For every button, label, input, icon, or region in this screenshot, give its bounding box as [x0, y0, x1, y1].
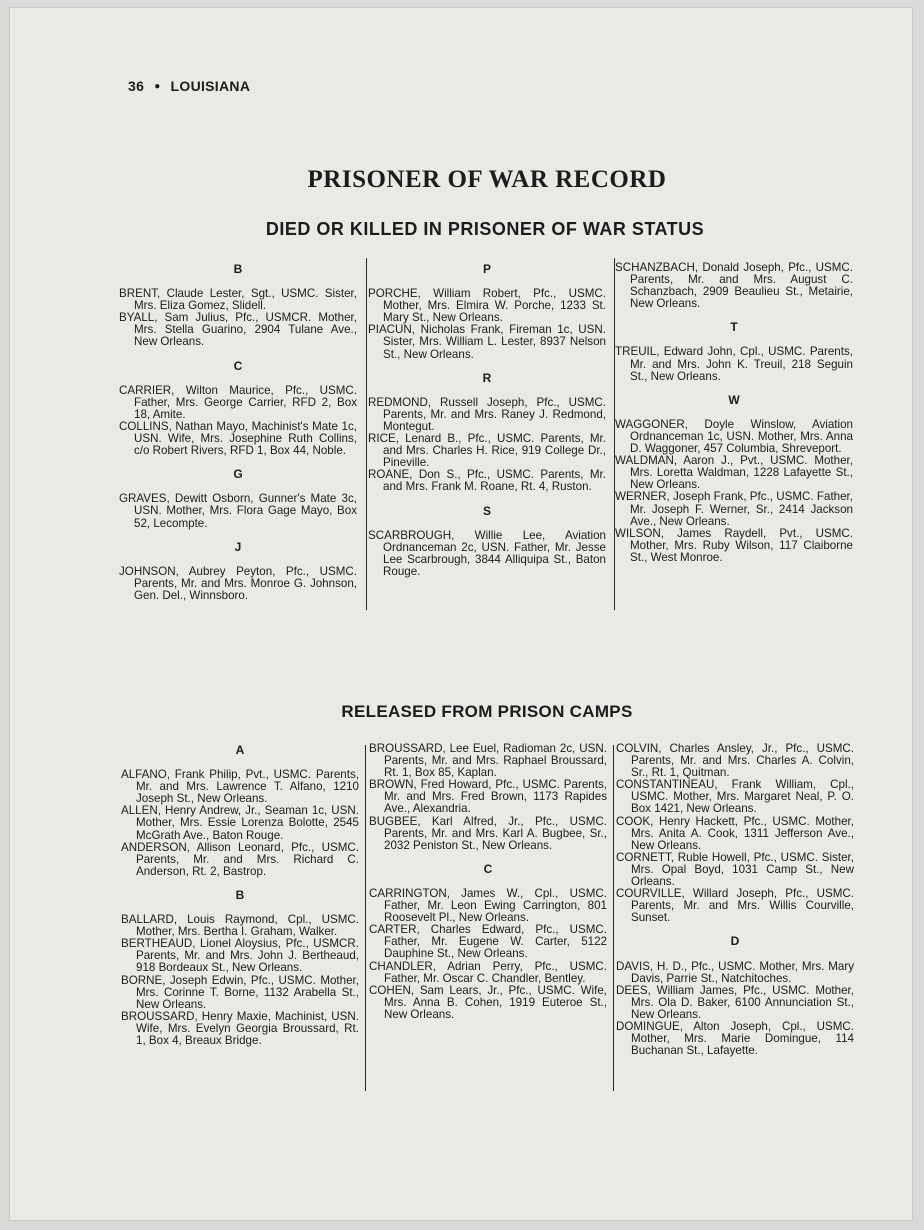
record-entry: CONSTANTINEAU, Frank William, Cpl., USMC. Mother, Mrs. Margaret Neal, P. O. Box 1421, New Orleans. — [616, 778, 854, 816]
record-entry: SCHANZBACH, Donald Joseph, Pfc., USMC. Parents, Mr. and Mrs. August C. Schanzbach, 2909 Beaulieu St., Metairie, New Orleans. — [615, 261, 853, 311]
record-entry: GRAVES, Dewitt Osborn, Gunner's Mate 3c, USN. Mother, Mrs. Flora Gage Mayo, Box 52, Lecompte. — [119, 492, 357, 530]
letter-heading: C — [233, 358, 243, 373]
record-entry: ALFANO, Frank Philip, Pvt., USMC. Parents, Mr. and Mrs. Lawrence T. Alfano, 1210 Joseph St., New Orleans. — [121, 768, 359, 806]
record-entry: ROANE, Don S., Pfc., USMC. Parents, Mr. and Mrs. Frank M. Roane, Rt. 4, Ruston. — [368, 468, 606, 494]
record-entry: SCARBROUGH, Willie Lee, Aviation Ordnanceman 2c, USN. Father, Mr. Jesse Lee Scarbrough, 3844 Alliquipa St., Baton Rouge. — [368, 528, 606, 578]
released-column-3 — [616, 743, 854, 1057]
record-entry: CARRINGTON, James W., Cpl., USMC. Father, Mr. Leon Ewing Carrington, 801 Roosevelt Pl., New Orleans. — [369, 886, 607, 925]
record-entry: TREUIL, Edward John, Cpl., USMC. Parents, Mr. and Mrs. John K. Treuil, 218 Seguin St., New Orleans. — [615, 345, 853, 383]
record-entry: DOMINGUE, Alton Joseph, Cpl., USMC. Mother, Mrs. Marie Domingue, 114 Buchanan St., Lafayette. — [616, 1019, 854, 1058]
died-column-3 — [615, 262, 853, 564]
record-entry: BALLARD, Louis Raymond, Cpl., USMC. Mother, Mrs. Bertha I. Graham, Walker. — [121, 913, 359, 939]
record-entry: BROUSSARD, Lee Euel, Radioman 2c, USN. Parents, Mr. and Mrs. Raphael Broussard, Rt. 1, Box 85, Kaplan. — [369, 742, 607, 780]
record-entry: WAGGONER, Doyle Winslow, Aviation Ordnanceman 1c, USN. Mother, Mrs. Anna D. Waggoner, 457 Columbia, Shreveport. — [615, 417, 853, 456]
record-entry: BORNE, Joseph Edwin, Pfc., USMC. Mother, Mrs. Corinne T. Borne, 1132 Arabella St., New Orleans. — [121, 973, 359, 1011]
record-entry: BYALL, Sam Julius, Pfc., USMCR. Mother, Mrs. Stella Guarino, 2904 Tulane Ave., New Orleans. — [119, 311, 357, 349]
page-number: 36 — [128, 78, 145, 94]
state-name: LOUISIANA — [170, 78, 251, 94]
record-entry: WALDMAN, Aaron J., Pvt., USMC. Mother, Mrs. Loretta Waldman, 1228 Lafayette St., New Orleans. — [615, 454, 853, 492]
record-entry: WERNER, Joseph Frank, Pfc., USMC. Father, Mr. Joseph F. Werner, Sr., 2414 Jackson Ave., New Orleans. — [615, 490, 853, 528]
record-entry: ALLEN, Henry Andrew, Jr., Seaman 1c, USN. Mother, Mrs. Essie Lorenza Bolotte, 2545 McGrath Ave., Baton Rouge. — [121, 804, 359, 842]
record-entry: PORCHE, William Robert, Pfc., USMC. Mother, Mrs. Elmira W. Porche, 1233 St. Mary St., New Orleans. — [368, 287, 606, 325]
letter-heading: W — [728, 392, 740, 407]
record-entry: CORNETT, Ruble Howell, Pfc., USMC. Sister, Mrs. Opal Boyd, 1031 Camp St., New Orleans. — [616, 850, 854, 889]
record-entry: COURVILLE, Willard Joseph, Pfc., USMC. Parents, Mr. and Mrs. Willis Courville, Sunset. — [616, 887, 854, 925]
letter-heading: B — [235, 887, 245, 902]
record-entry: COHEN, Sam Lears, Jr., Pfc., USMC. Wife, Mrs. Anna B. Cohen, 1919 Euteroe St., New Orleans. — [369, 983, 607, 1021]
record-entry: DAVIS, H. D., Pfc., USMC. Mother, Mrs. Mary Davis, Parrie St., Natchitoches. — [616, 959, 854, 985]
column-divider — [366, 258, 367, 610]
record-entry: CHANDLER, Adrian Perry, Pfc., USMC. Father, Mr. Oscar C. Chandler, Bentley. — [369, 959, 607, 985]
letter-heading: B — [233, 262, 243, 276]
died-column-1 — [119, 252, 357, 602]
record-entry: BROWN, Fred Howard, Pfc., USMC. Parents, Mr. and Mrs. Fred Brown, 1173 Rapides Ave., Alexandria. — [369, 778, 607, 816]
record-entry: COLLINS, Nathan Mayo, Machinist's Mate 1c, USN. Wife, Mrs. Josephine Ruth Collins, c/o Robert Rivers, RFD 1, Box 44, Noble. — [119, 419, 357, 458]
record-entry: PIACUN, Nicholas Frank, Fireman 1c, USN. Sister, Mrs. William L. Lester, 8937 Nelson St., New Orleans. — [368, 323, 606, 361]
running-head — [128, 78, 250, 94]
letter-heading: A — [235, 743, 245, 757]
column-divider — [365, 745, 366, 1091]
record-entry: JOHNSON, Aubrey Peyton, Pfc., USMC. Parents, Mr. and Mrs. Monroe G. Johnson, Gen. Del., Winnsboro. — [119, 564, 357, 602]
column-divider — [613, 745, 614, 1091]
released-column-2 — [369, 743, 607, 1021]
letter-heading: R — [482, 370, 492, 385]
letter-heading: T — [730, 320, 738, 335]
record-entry: REDMOND, Russell Joseph, Pfc., USMC. Parents, Mr. and Mrs. Raney J. Redmond, Montegut. — [368, 395, 606, 433]
record-entry: DEES, William James, Pfc., USMC. Mother, Mrs. Ola D. Baker, 6100 Annunciation St., New Orleans. — [616, 983, 854, 1021]
record-entry: COOK, Henry Hackett, Pfc., USMC. Mother, Mrs. Anita A. Cook, 1311 Jefferson Ave., New Orleans. — [616, 814, 854, 852]
record-entry: BUGBEE, Karl Alfred, Jr., Pfc., USMC. Parents, Mr. and Mrs. Karl A. Bugbee, Sr., 2032 Peniston St., New Orleans. — [369, 814, 607, 852]
record-entry: CARTER, Charles Edward, Pfc., USMC. Father, Mr. Eugene W. Carter, 5122 Dauphine St., New Orleans. — [369, 923, 607, 961]
record-entry: CARRIER, Wilton Maurice, Pfc., USMC. Father, Mrs. George Carrier, RFD 2, Box 18, Amite. — [119, 383, 357, 421]
released-column-1 — [121, 733, 359, 1047]
record-entry: COLVIN, Charles Ansley, Jr., Pfc., USMC. Parents, Mr. and Mrs. Charles A. Colvin, Sr., Rt. 1, Quitman. — [616, 742, 854, 780]
record-entry: BRENT, Claude Lester, Sgt., USMC. Sister, Mrs. Eliza Gomez, Slidell. — [119, 287, 357, 313]
record-entry: BERTHEAUD, Lionel Aloysius, Pfc., USMCR. Parents, Mr. and Mrs. John J. Bertheaud, 918 Bordeaux St., New Orleans. — [121, 937, 359, 975]
letter-heading: G — [233, 467, 243, 482]
bullet-icon: ● — [154, 81, 161, 92]
letter-heading: C — [483, 861, 493, 876]
letter-heading: D — [730, 934, 740, 949]
record-entry: ANDERSON, Allison Leonard, Pfc., USMC. Parents, Mr. and Mrs. Richard C. Anderson, Rt. 2, Bastrop. — [121, 840, 359, 878]
letter-heading: S — [482, 503, 491, 518]
section-title-died: DIED OR KILLED IN PRISONER OF WAR STATUS — [265, 219, 705, 239]
record-entry: BROUSSARD, Henry Maxie, Machinist, USN. Wife, Mrs. Evelyn Georgia Broussard, Rt. 1, Box 4, Breaux Bridge. — [121, 1009, 359, 1047]
record-entry: WILSON, James Raydell, Pvt., USMC. Mother, Mrs. Ruby Wilson, 117 Claiborne St., West Monroe. — [615, 526, 853, 564]
record-entry: RICE, Lenard B., Pfc., USMC. Parents, Mr. and Mrs. Charles H. Rice, 919 College Dr., Pineville. — [368, 432, 606, 470]
died-column-2 — [368, 252, 606, 578]
letter-heading: J — [234, 539, 242, 554]
letter-heading: P — [482, 262, 491, 276]
section-title-released: RELEASED FROM PRISON CAMPS — [341, 702, 633, 721]
page-title: PRISONER OF WAR RECORD — [307, 166, 667, 193]
